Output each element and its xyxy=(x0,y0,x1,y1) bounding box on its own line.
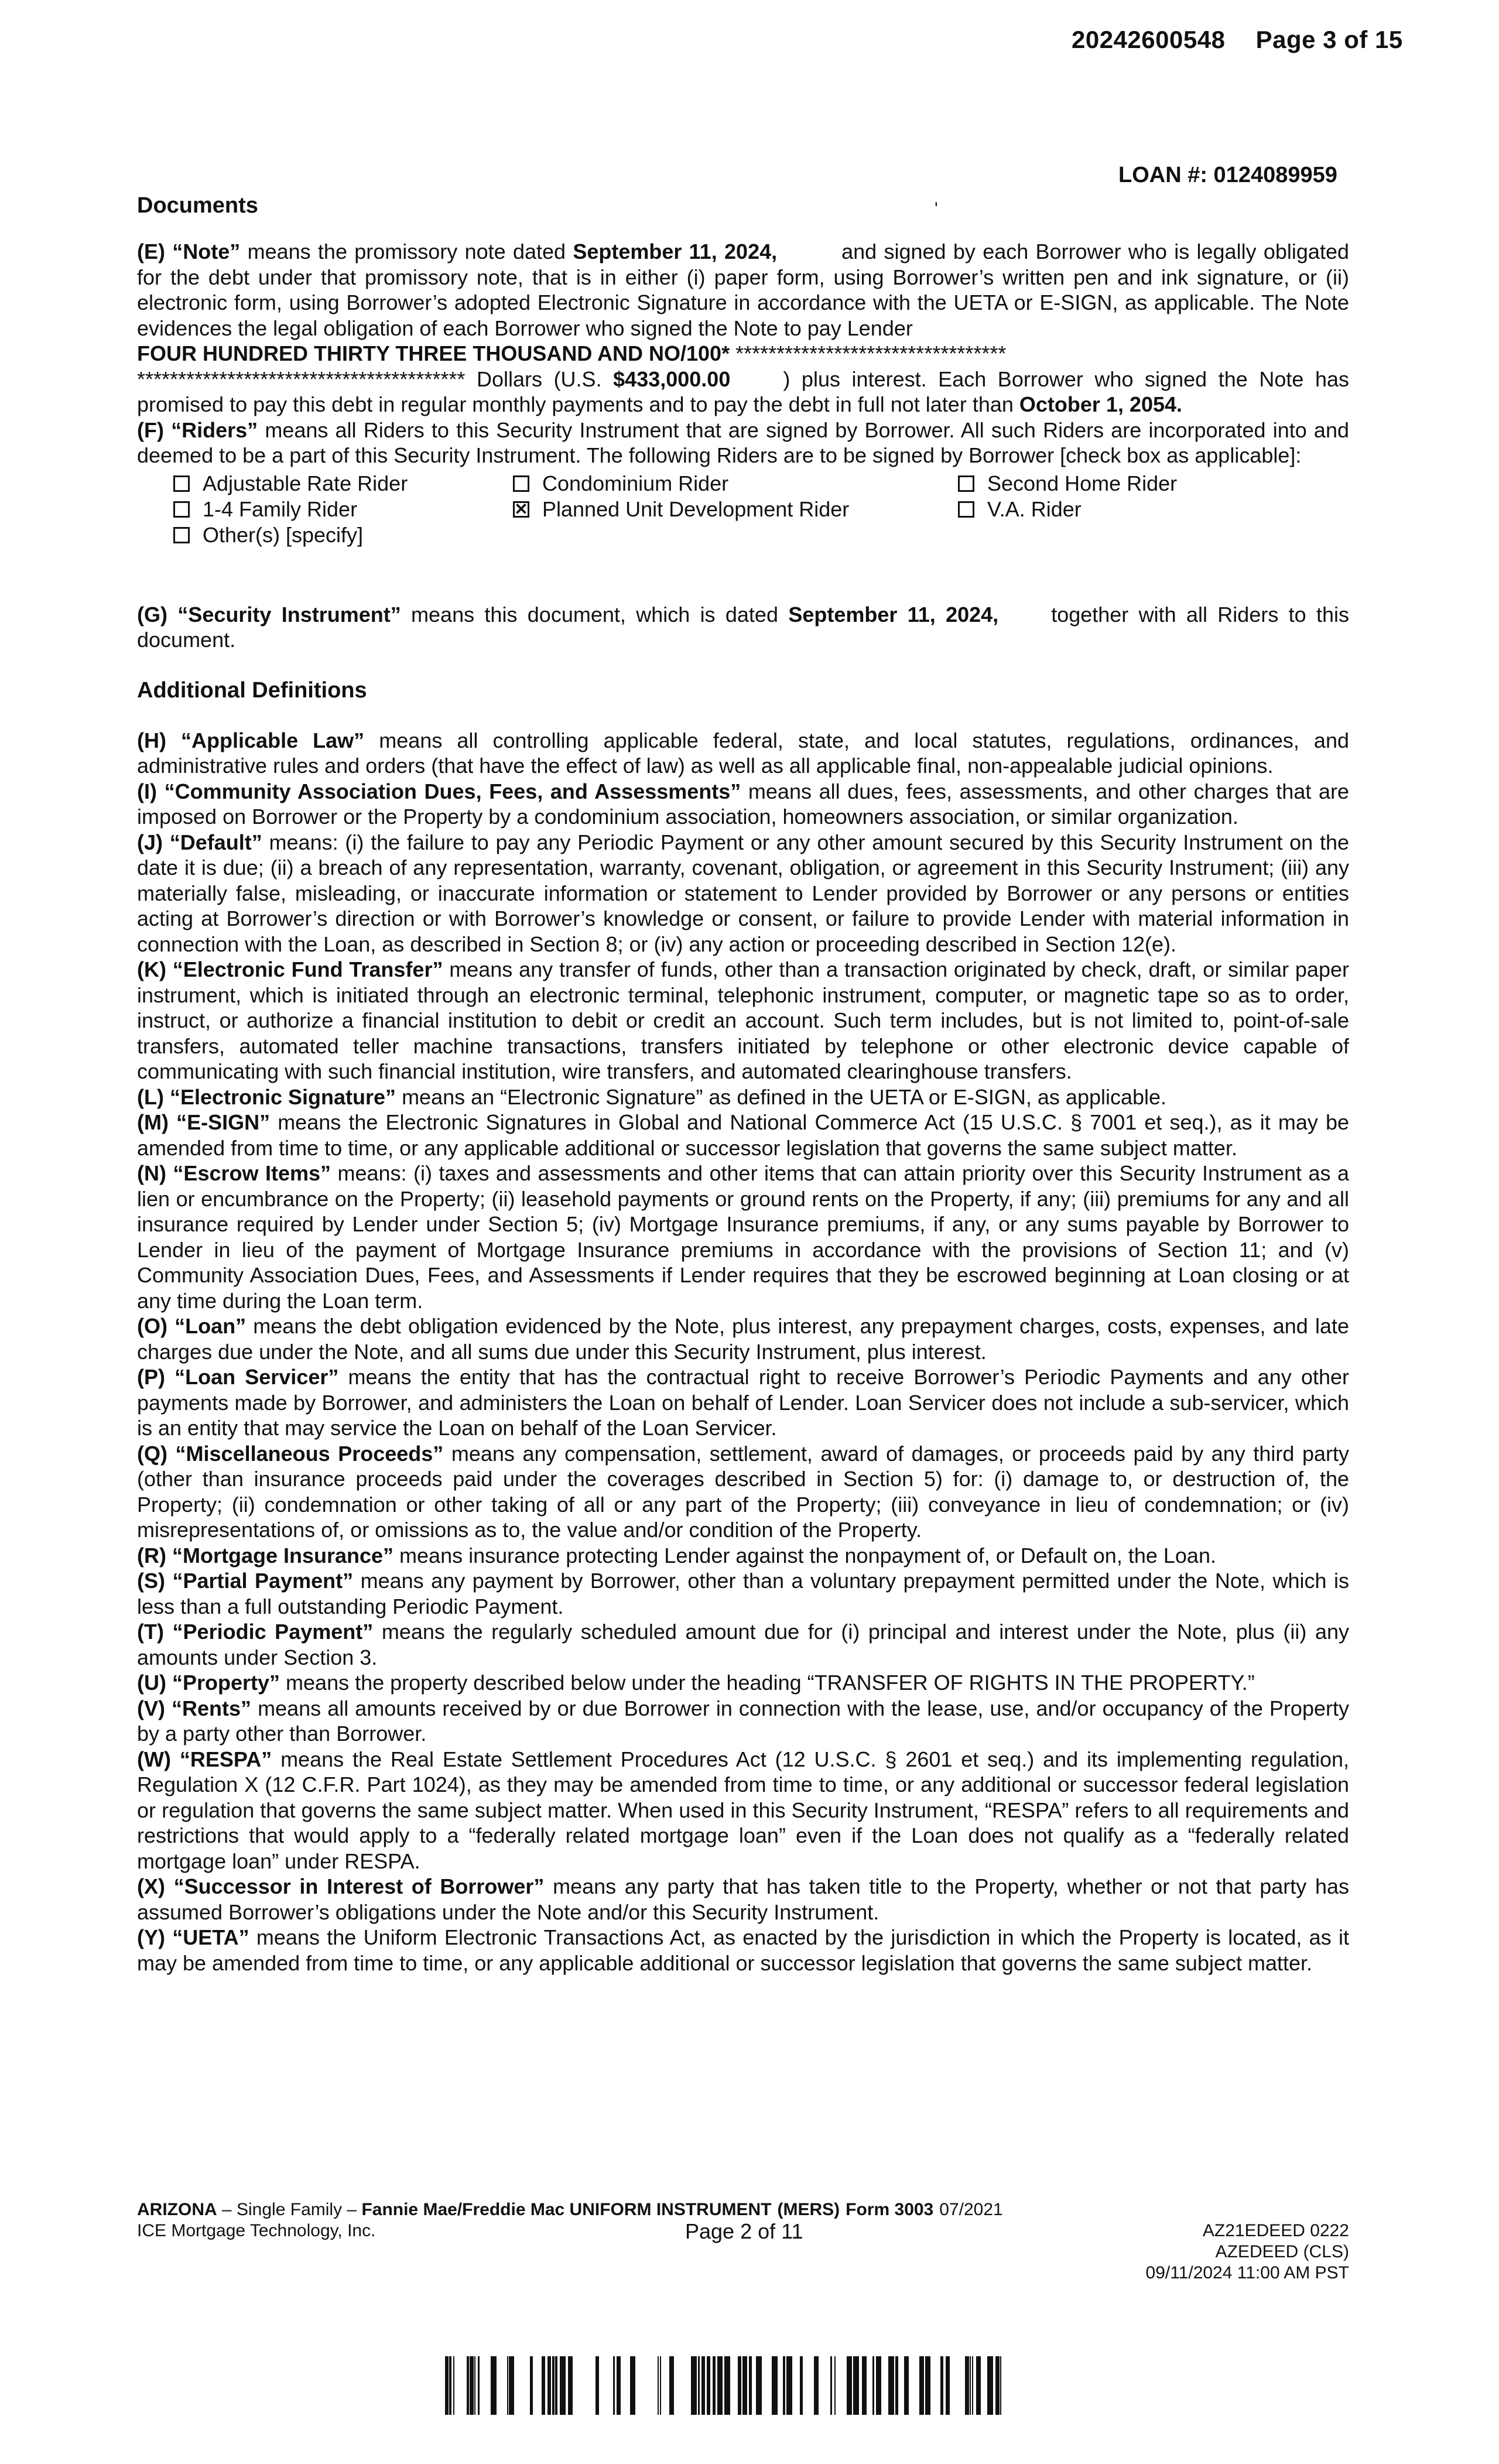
definition-label: (N) “Escrow Items” xyxy=(137,1161,331,1185)
definition-text: means any transfer of funds, other than a transaction originated by check, draft, or similar paper instrument, which is initiated through an electronic terminal, telephonic instrument, computer, or magnetic tape so as to order, instruct, or authorize a financial institution to debit or credit an account. Such term includes, but is not limited to, point-of-sale transfers, automated teller machine transactions, transfers initiated by telephone or other electronic device capable of communicating with such financial institution, wire transfers, and automated clearinghouse transfers. xyxy=(137,957,1349,1083)
definition-text: means all controlling applicable federal, state, and local statutes, regulations, ordinances, and administrative rules and orders (that have the effect of law) as well as all applicable final, non-appealable judicial opinions. xyxy=(137,728,1349,778)
section-heading-additional-definitions: Additional Definitions xyxy=(137,677,367,703)
stray-mark: ' xyxy=(935,199,938,218)
barcode-bar xyxy=(596,2356,599,2415)
barcode-bar xyxy=(491,2356,497,2415)
barcode-bar xyxy=(547,2356,551,2415)
barcode-bar xyxy=(786,2356,792,2415)
barcode-bar xyxy=(552,2356,555,2415)
definition-g-text2: together with all Riders to this document. xyxy=(137,602,1350,652)
barcode-bar xyxy=(630,2356,635,2415)
barcode-bar xyxy=(814,2356,819,2415)
barcode-bar xyxy=(669,2356,674,2415)
definition-h xyxy=(137,728,1349,779)
definition-label: (H) “Applicable Law” xyxy=(137,728,365,752)
definition-u xyxy=(137,1670,1349,1696)
form-state: ARIZONA xyxy=(137,2200,217,2219)
definition-f-label: (F) “Riders” xyxy=(137,417,258,442)
form-vendor: ICE Mortgage Technology, Inc. xyxy=(137,2221,376,2240)
barcode-bar xyxy=(853,2356,859,2415)
form-page-number: Page 2 of 11 xyxy=(685,2219,803,2243)
barcode-bar xyxy=(698,2356,700,2415)
definition-text: means any payment by Borrower, other than a voluntary prepayment permitted under the Note, which is less than a full outstanding Periodic Payment. xyxy=(137,1569,1349,1618)
definition-g-text1: means this document, which is dated xyxy=(401,602,789,627)
rider-checklist xyxy=(173,471,1349,548)
barcode-bar xyxy=(895,2356,898,2415)
definition-s xyxy=(137,1568,1349,1619)
barcode-image xyxy=(445,2356,1001,2415)
barcode-bar xyxy=(749,2356,752,2415)
rider-label: Other(s) [specify] xyxy=(203,522,364,547)
definition-label: (X) “Successor in Interest of Borrower” xyxy=(137,1874,545,1898)
definition-r xyxy=(137,1543,1349,1569)
barcode-bar xyxy=(995,2356,1000,2415)
barcode-bar xyxy=(976,2356,981,2415)
barcode-bar xyxy=(713,2356,716,2415)
barcode-bar xyxy=(987,2356,993,2415)
rider-label: Planned Unit Development Rider xyxy=(542,497,850,521)
barcode-bar xyxy=(478,2356,480,2415)
definition-e xyxy=(137,239,1349,417)
definition-text: means the debt obligation evidenced by the Note, plus interest, any prepayment charges, costs, expenses, and late charges due under the Note, and all sums due under this Security Instrument, plus interest. xyxy=(137,1314,1349,1364)
definition-g xyxy=(137,602,1349,653)
definition-text: means an “Electronic Signature” as defined in the UETA or E-SIGN, as applicable. xyxy=(396,1084,1167,1109)
rider-second-home[interactable] xyxy=(958,471,1177,497)
definition-x xyxy=(137,1874,1349,1925)
rider-planned-unit-development[interactable] xyxy=(513,497,958,522)
definition-label: (U) “Property” xyxy=(137,1671,280,1695)
definition-n xyxy=(137,1161,1349,1313)
maturity-date: October 1, 2054. xyxy=(1019,392,1183,416)
barcode-bar xyxy=(783,2356,785,2415)
definition-label: (L) “Electronic Signature” xyxy=(137,1084,396,1109)
definition-v xyxy=(137,1696,1349,1747)
definition-text: means: (i) taxes and assessments and other items that can attain priority over this Security Instrument as a lien or encumbrance on the Property; (ii) leasehold payments or ground rents on the Property, if any; (iii) premiums for any and all insurance required by Lender under Section 5; (iv) Mortgage Insurance premiums, if any, or any sums payable by Borrower to Lender in lieu of the payment of Mortgage Insurance premiums in accordance with the provisions of Section 11; and (v) Community Association Dues, Fees, and Assessments if Lender requires that they be escrowed beginning at Loan closing or at any time during the Loan term. xyxy=(137,1161,1350,1313)
rider-label: V.A. Rider xyxy=(987,497,1082,521)
definition-w xyxy=(137,1747,1349,1874)
rider-other[interactable] xyxy=(173,522,513,548)
barcode-bar xyxy=(467,2356,469,2415)
barcode-bar xyxy=(1000,2356,1001,2415)
definition-label: (K) “Electronic Fund Transfer” xyxy=(137,957,443,981)
barcode-bar xyxy=(613,2356,615,2415)
definition-o xyxy=(137,1313,1349,1364)
rider-label: Condominium Rider xyxy=(542,471,729,495)
barcode-bar xyxy=(707,2356,710,2415)
loan-amount: $433,000.00 xyxy=(613,367,731,391)
definition-label: (I) “Community Association Dues, Fees, and Assessments” xyxy=(137,779,741,803)
definition-text: means all dues, fees, assessments, and other charges that are imposed on Borrower or the Property by a condominium association, homeowners association, or similar organization. xyxy=(137,779,1350,829)
rider-1-4-family[interactable] xyxy=(173,497,513,522)
asterisk-fill-1: ********************************* xyxy=(735,341,1007,365)
barcode-bar xyxy=(946,2356,950,2415)
definition-label: (P) “Loan Servicer” xyxy=(137,1365,339,1389)
definition-m xyxy=(137,1110,1349,1161)
form-number: Form 3003 xyxy=(846,2200,934,2219)
form-footer-line1 xyxy=(137,2199,1009,2220)
security-instrument-date: September 11, 2024, xyxy=(788,602,999,627)
barcode-bar xyxy=(617,2356,621,2415)
loan-number: LOAN #: 0124089959 xyxy=(1118,163,1337,187)
rider-va[interactable] xyxy=(958,497,1177,522)
barcode-bar xyxy=(509,2356,514,2415)
definition-p xyxy=(137,1364,1349,1441)
amount-in-words: FOUR HUNDRED THIRTY THREE THOUSAND AND NO/100* xyxy=(137,341,730,365)
barcode-bar xyxy=(445,2356,449,2415)
checkbox[interactable] xyxy=(173,475,190,492)
barcode-bar xyxy=(830,2356,832,2415)
checkbox[interactable] xyxy=(173,501,190,518)
barcode-bar xyxy=(691,2356,697,2415)
page-label: Page 3 of 15 xyxy=(1255,26,1403,53)
note-date: September 11, 2024, xyxy=(573,239,778,263)
definition-text: means the Real Estate Settlement Procedures Act (12 U.S.C. § 2601 et seq.) and its implementing regulation, Regulation X (12 C.F.R. Part 1024), as they may be amended from time to time, or any additional or successor federal legislation or regulation that governs the same subject matter. When used in this Security Instrument, “RESPA” refers to all requirements and restrictions that would apply to a “federally related mortgage loan” even if the Loan does not qualify as a “federally related mortgage loan” under RESPA. xyxy=(137,1747,1349,1873)
definition-text: means the property described below under the heading “TRANSFER OF RIGHTS IN THE PROPERTY.” xyxy=(280,1671,1255,1695)
barcode-bar xyxy=(972,2356,973,2415)
barcode-bar xyxy=(717,2356,723,2415)
form-timestamp: 09/11/2024 11:00 AM PST xyxy=(1145,2263,1349,2282)
barcode-bar xyxy=(965,2356,969,2415)
checkbox[interactable] xyxy=(513,475,529,492)
form-code-1: AZ21EDEED 0222 xyxy=(1202,2221,1349,2240)
rider-adjustable-rate[interactable] xyxy=(173,471,513,497)
barcode-bar xyxy=(872,2356,874,2415)
barcode-bar xyxy=(970,2356,971,2415)
barcode-bar xyxy=(568,2356,573,2415)
definition-y xyxy=(137,1925,1349,1976)
definition-e-label: (E) “Note” xyxy=(137,239,241,263)
barcode-bar xyxy=(888,2356,894,2415)
rider-label: Second Home Rider xyxy=(987,471,1178,495)
barcode-bar xyxy=(560,2356,566,2415)
definition-text: means the entity that has the contractual right to receive Borrower’s Periodic Payments and any other payments made by Borrower, and administers the Loan on behalf of Lender. Loan Servicer does not include a sub-servicer, which is an entity that may service the Loan on behalf of the Loan Servicer. xyxy=(137,1365,1349,1440)
definition-label: (O) “Loan” xyxy=(137,1314,247,1338)
barcode-bar xyxy=(555,2356,557,2415)
definition-text: means any party that has taken title to the Property, whether or not that party has assumed Borrower’s obligations under the Note and/or this Security Instrument. xyxy=(137,1874,1349,1924)
definition-l xyxy=(137,1084,1349,1110)
checkbox[interactable] xyxy=(173,527,190,543)
document-body xyxy=(137,239,1349,1976)
barcode-bar xyxy=(772,2356,778,2415)
definition-j xyxy=(137,830,1349,957)
definition-e-text1: means the promissory note dated xyxy=(240,239,573,263)
barcode-bar xyxy=(756,2356,762,2415)
barcode-bar xyxy=(507,2356,508,2415)
definition-i xyxy=(137,779,1349,830)
definition-e-text3: ) plus interest. Each Borrower who signed the Note has promised to pay this debt in regular monthly payments and to pay the debt in full not later than xyxy=(137,367,1349,416)
barcode-bar xyxy=(925,2356,930,2415)
barcode-bar xyxy=(834,2356,836,2415)
barcode-bar xyxy=(449,2356,451,2415)
definition-text: means the Uniform Electronic Transactions Act, as enacted by the jurisdiction in which the Property is located, as it may be amended from time to time, or any applicable additional or successor legislation that governs the same subject matter. xyxy=(137,1925,1349,1975)
barcode-bar xyxy=(542,2356,545,2415)
definition-e-text2: and signed by each Borrower who is legally obligated for the debt under that promissory note, that is in either (i) paper form, using Borrower’s written pen and ink signature, or (ii) electronic form, using Borrower’s adopted Electronic Signature in accordance with the UETA or E-SIGN, as applicable. The Note evidences the legal obligation of each Borrower who signed the Note to pay Lender xyxy=(137,239,1349,340)
barcode-bar xyxy=(724,2356,730,2415)
checkbox[interactable] xyxy=(958,475,974,492)
definition-label: (J) “Default” xyxy=(137,830,262,854)
checkbox[interactable] xyxy=(958,501,974,518)
form-code-2: AZEDEED (CLS) xyxy=(1215,2242,1349,2261)
definition-text: means insurance protecting Lender against the nonpayment of, or Default on, the Loan. xyxy=(393,1543,1216,1568)
barcode-bar xyxy=(470,2356,474,2415)
section-heading-documents: Documents xyxy=(137,193,258,218)
barcode-bar xyxy=(876,2356,881,2415)
definition-label: (R) “Mortgage Insurance” xyxy=(137,1543,394,1568)
form-instrument: Fannie Mae/Freddie Mac UNIFORM INSTRUMENT xyxy=(361,2200,772,2219)
barcode-bar xyxy=(800,2356,803,2415)
definition-text: means the regularly scheduled amount due for (i) principal and interest under the Note, plus (ii) any amounts under Section 3. xyxy=(137,1620,1349,1669)
rider-label: 1-4 Family Rider xyxy=(203,497,358,521)
barcode-bar xyxy=(474,2356,475,2415)
barcode-bar xyxy=(847,2356,852,2415)
definition-text: means all amounts received by or due Borrower in connection with the lease, use, and/or occupancy of the Property by a party other than Borrower. xyxy=(137,1696,1349,1746)
rider-condominium[interactable] xyxy=(513,471,958,497)
barcode-bar xyxy=(742,2356,747,2415)
definition-f xyxy=(137,417,1349,468)
form-date: 07/2021 xyxy=(939,2200,1003,2219)
barcode-bar xyxy=(660,2356,661,2415)
definition-f-text: means all Riders to this Security Instrument that are signed by Borrower. All such Riders are incorporated into and deemed to be a part of this Security Instrument. The following Riders are to be signed by Borrower [check box as applicable]: xyxy=(137,417,1349,467)
definition-k xyxy=(137,957,1349,1084)
definition-label: (T) “Periodic Payment” xyxy=(137,1620,374,1644)
definition-label: (Y) “UETA” xyxy=(137,1925,249,1949)
document-number: 20242600548 xyxy=(1072,26,1226,53)
rider-label: Adjustable Rate Rider xyxy=(203,471,408,495)
definition-text: means the Electronic Signatures in Global and National Commerce Act (15 U.S.C. § 7001 et seq.), as it may be amended from time to time, or any applicable additional or successor legislation that governs the same subject matter. xyxy=(137,1110,1350,1160)
form-type: – Single Family – xyxy=(217,2200,362,2219)
barcode-bar xyxy=(701,2356,705,2415)
definition-g-label: (G) “Security Instrument” xyxy=(137,602,401,627)
form-mers: (MERS) xyxy=(777,2200,840,2219)
asterisk-fill-2: **************************************** xyxy=(137,367,466,391)
definition-label: (M) “E-SIGN” xyxy=(137,1110,271,1134)
definition-text: means any compensation, settlement, award of damages, or proceeds paid by any third party (other than insurance proceeds paid under the coverages described in Section 5) for: (i) damage to, or destruction of, the Property; (ii) condemnation or other taking of all or any part of the Property; (iii) conveyance in lieu of condemnation; or (iv) misrepresentations of, or omissions as to, the value and/or condition of the Property. xyxy=(137,1441,1349,1542)
recording-header xyxy=(1072,26,1403,54)
definition-t xyxy=(137,1619,1349,1670)
barcode-bar xyxy=(919,2356,924,2415)
definition-label: (W) “RESPA” xyxy=(137,1747,272,1771)
checkbox-checked[interactable]: ✕ xyxy=(513,501,529,518)
barcode-bar xyxy=(940,2356,943,2415)
barcode-bar xyxy=(453,2356,454,2415)
definition-q xyxy=(137,1441,1349,1543)
dollars-label: Dollars (U.S. xyxy=(476,367,614,391)
form-footer-right xyxy=(1146,2220,1349,2284)
barcode-bar xyxy=(904,2356,909,2415)
barcode-bar xyxy=(862,2356,867,2415)
definition-label: (S) “Partial Payment” xyxy=(137,1569,354,1593)
barcode-bar xyxy=(530,2356,533,2415)
barcode-bar xyxy=(738,2356,741,2415)
definition-text: means: (i) the failure to pay any Periodic Payment or any other amount secured by this Security Instrument on the date it is due; (ii) a breach of any representation, warranty, covenant, obligation, or agreement in this Security Instrument; (iii) any materially false, misleading, or inaccurate information or statement to Lender provided by Borrower or any persons or entities acting at Borrower’s direction or with Borrower’s knowledge or consent, or failure to provide Lender with material information in connection with the Loan, as described in Section 8; or (iv) any action or proceeding described in Section 12(e). xyxy=(137,830,1349,956)
definition-label: (V) “Rents” xyxy=(137,1696,252,1720)
definition-label: (Q) “Miscellaneous Proceeds” xyxy=(137,1441,444,1466)
form-footer-left xyxy=(137,2199,1009,2241)
barcode-bar xyxy=(658,2356,659,2415)
